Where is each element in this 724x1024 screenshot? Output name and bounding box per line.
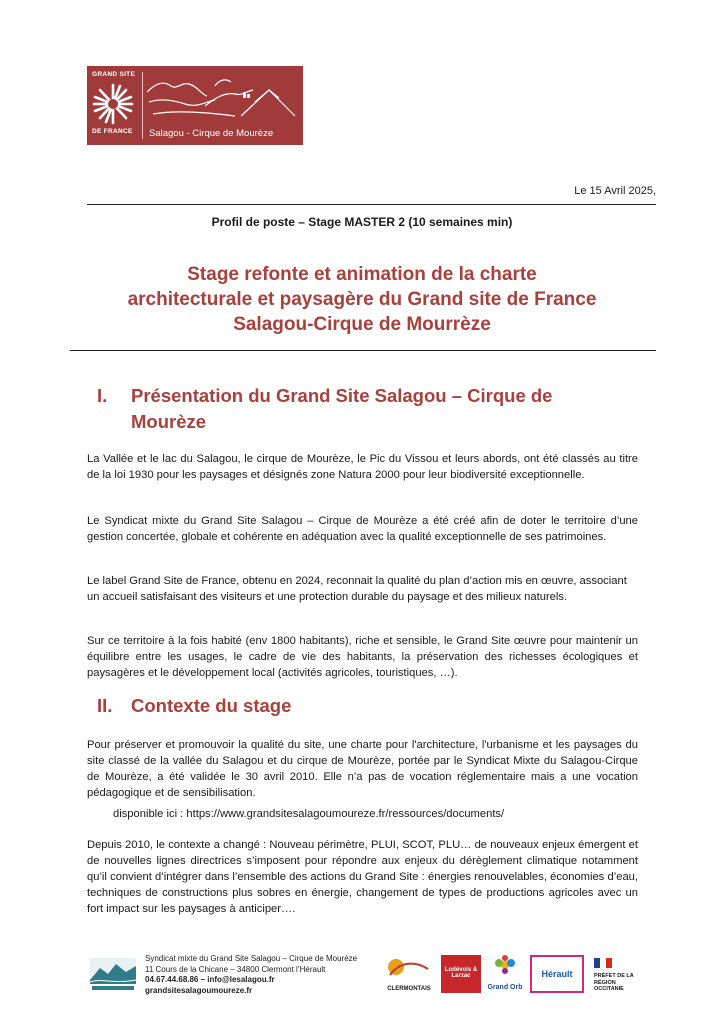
section-1-title-line-1: Présentation du Grand Site Salagou – Cirque de [131,385,553,406]
grand-orb-flower-icon [484,955,526,979]
partner-logo-lodevois [441,955,481,993]
logo-bottom-text: DE FRANCE [92,128,133,135]
logo-site-name: Salagou - Cirque de Mourèze [149,128,274,139]
partner-label: PRÉFET DE LA RÉGION OCCITANIE [594,973,634,992]
partner-logo-herault [530,955,584,993]
job-profile-heading: Profil de poste – Stage MASTER 2 (10 semaines min) [211,215,513,229]
clermontais-emblem-icon [386,955,432,981]
partner-logo-prefet-occitanie [594,955,638,993]
partner-logo-clermontais [386,955,432,993]
section-2-title: Contexte du stage [131,695,292,716]
section-2-heading [97,693,497,719]
section-1-title [131,383,611,435]
title-rule [70,350,656,351]
section-1-heading [97,383,637,435]
footer-organization: Syndicat mixte du Grand Site Salagou – Cirque de Mourèze [145,954,358,963]
section-1-paragraph: Le label Grand Site de France, obtenu en 2024, reconnait la qualité du plan d’action mis en œuvre, associant un accueil satisfaisant des visiteurs et une protection durable du paysage et des milieux naturels. [87,575,627,603]
partner-label: Lodévois & Larzac [444,967,478,979]
title-line-1: Stage refonte et animation de la charte [187,264,537,285]
section-1-paragraph: La Vallée et le lac du Salagou, le cirque de Mourèze, le Pic du Vissou et leurs abords, ont été classés au titre de la loi 1930 pour les paysages et désignés zone Natura 2000 pour leur biodiversité exceptionnelle. [87,453,638,481]
title-line-3: Salagou-Cirque de Mourrèze [233,314,491,335]
grand-site-logo [87,66,303,145]
logo-divider [142,72,143,139]
section-2-number: II. [97,695,113,716]
footer-address: 11 Cours de la Chicane – 34800 Clermont l’Hérault [145,964,326,974]
section-1-paragraph: Le Syndicat mixte du Grand Site Salagou – Cirque de Mourèze a été créé afin de doter le territoire d’une gestion concertée, globale et cohérente en adéquation avec la qualité exceptionnelle de ses patrimoines. [87,515,638,543]
section-2-paragraph: Pour préserver et promouvoir la qualité du site, une charte pour l'architecture, l'urbanisme et les paysages du site classé de la vallée du Salagou et du cirque de Mourèze, portée par le Syndicat Mixte du Salagou-Cirque de Mourèze, a été validée le 30 avril 2010. Elle n’a pas de vocation réglementaire mais a une vocation pédagogique et de sensibilisation. [87,739,638,799]
title-line-2: architecturale et paysagère du Grand site de France [127,289,597,310]
footer-contact [145,954,357,996]
document-date: Le 15 Avril 2025, [574,185,656,197]
footer-website[interactable]: grandsitesalagoumoureze.fr [145,985,253,995]
header-rule [87,204,656,205]
logo-top-text: GRAND SITE [92,71,136,78]
charter-link[interactable]: disponible ici : https://www.grandsitesalagoumoureze.fr/ressources/documents/ [113,808,505,820]
partner-logo-grand-orb [484,955,526,993]
section-1-title-line-2: Mourèze [131,411,207,432]
footer-phone-email[interactable]: 04.67.44.68.86 – info@lesalagou.fr [145,975,275,984]
french-flag-icon [594,958,612,968]
landscape-illustration-icon [145,72,300,124]
partner-label: Grand Orb [487,984,523,991]
section-1-number: I. [97,385,108,406]
natura-2000-logo-icon [90,958,136,992]
document-title [70,262,654,337]
section-1-paragraph: Sur ce territoire à la fois habité (env 1800 habitants), riche et sensible, le Grand Site œuvre pour maintenir un équilibre entre les usages, le cadre de vie des habitants, la préservation des richesses écologiques et paysagères et le développement local (activités agricoles, touristiques, …). [87,635,638,679]
partner-label: CLERMONTAIS [387,986,431,992]
section-2-paragraph: Depuis 2010, le contexte a changé : Nouveau périmètre, PLUI, SCOT, PLU… de nouveaux enjeux émergent et de nouvelles lignes directrices s’imposent pour répondre aux enjeux du dérèglement climatique notamment qu’il convient d’intégrer dans l’ensemble des actions du Grand Site : énergies renouvelables, économies d’eau, techniques de constructions plus sobres en énergie, changement de types de productions agricoles avec un fort impact sur les paysages à anticiper…. [87,839,638,915]
partner-label: Hérault [541,969,573,979]
sun-emblem-icon [91,82,135,126]
